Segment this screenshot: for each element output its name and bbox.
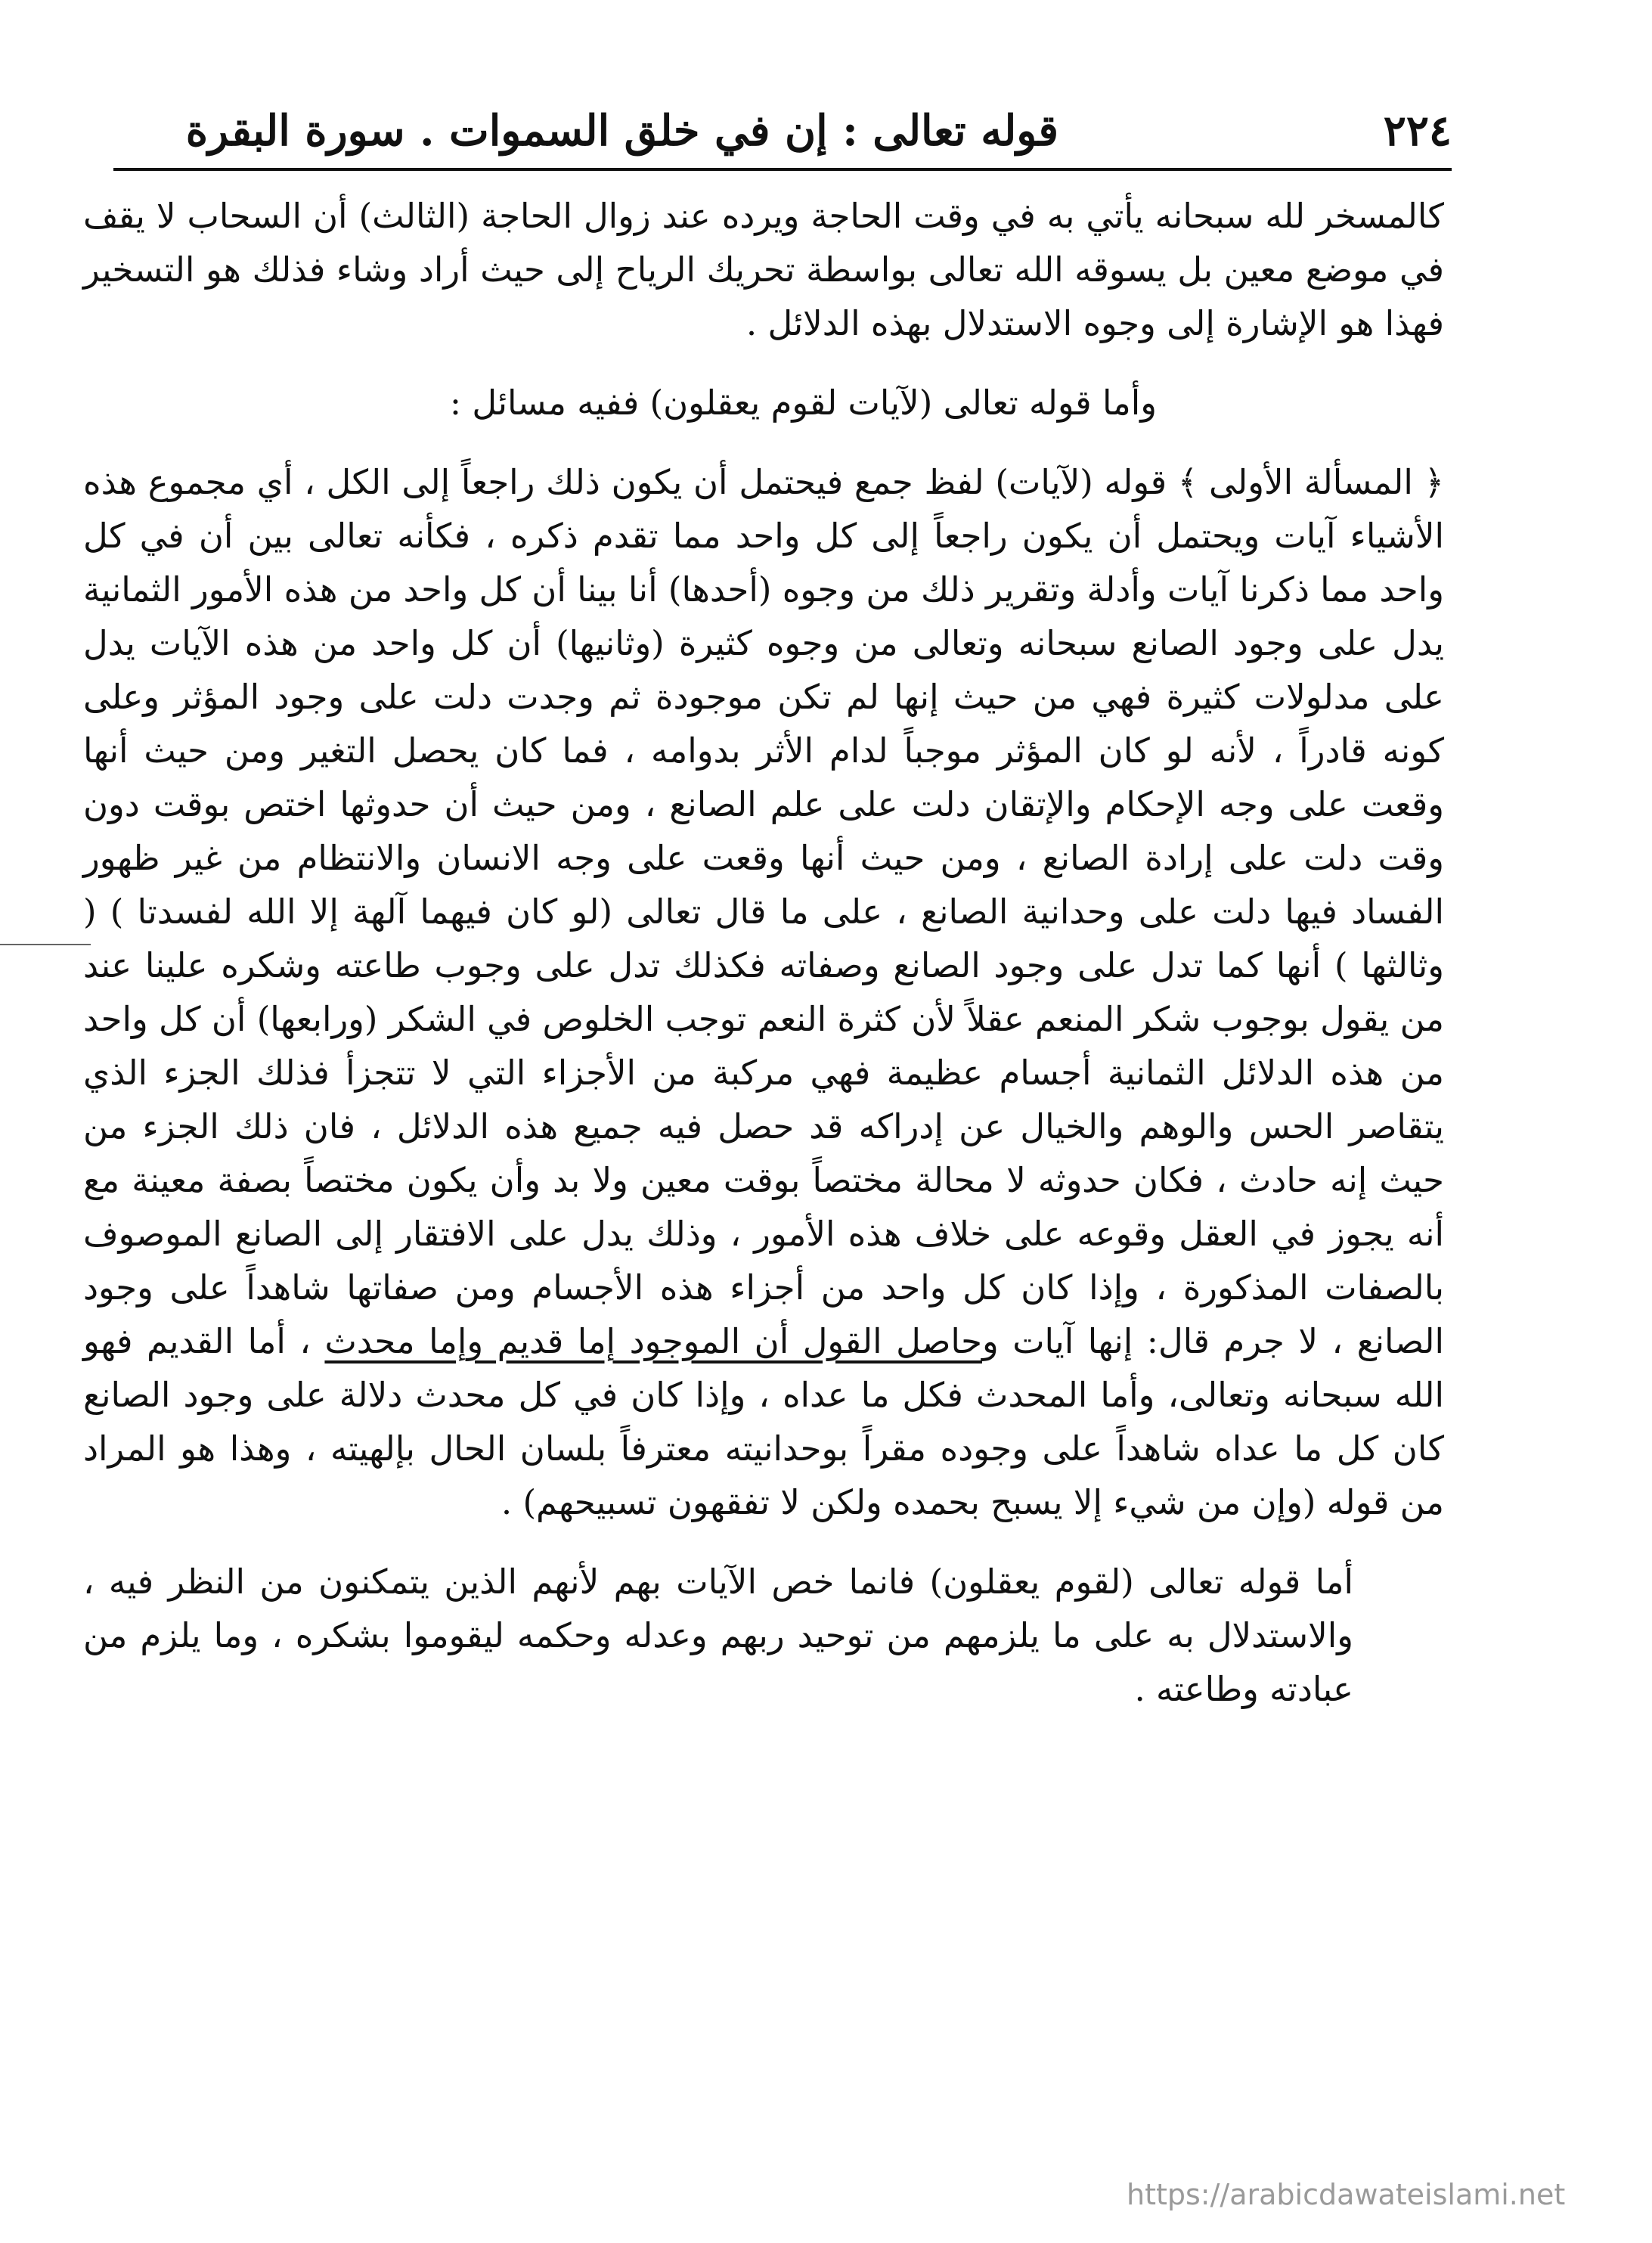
header-rule — [113, 168, 1452, 171]
watermark: https://arabicdawateislami.net — [1127, 2178, 1566, 2211]
paragraph-text: ، أما القديم فهو الله سبحانه وتعالى، وأما المحدث فكل ما عداه ، وإذا كان في كل محدث دلالة على وجود الصانع كان كل ما عداه شاهداً على وجوده مقراً بوحدانيته معترفاً بلسان الحال بإلهيته ، وهذا هو المراد من قوله (وإن من شيء إلا يسبح بحمده ولكن لا تفقهون تسبيحهم) . — [83, 1321, 1444, 1522]
margin-mark — [0, 944, 91, 945]
paragraph: كالمسخر لله سبحانه يأتي به في وقت الحاجة ويرده عند زوال الحاجة (الثالث) أن السحاب لا يقف في موضع معين بل يسوقه الله تعالى بواسطة تحريك الرياح إلى حيث أراد وشاء فذلك هو التسخير فهذا هو الإشارة إلى وجوه الاستدلال بهذه الدلائل . — [83, 196, 1444, 343]
paragraph — [83, 455, 1444, 1529]
underlined-text: حاصل القول أن الموجود إما قديم وإما محدث — [324, 1321, 982, 1361]
paragraph: وأما قوله تعالى (لآيات لقوم يعقلون) ففيه مسائل : — [449, 383, 1157, 423]
paragraph-text: ﴿ المسألة الأولى ﴾ قوله (لآيات) لفظ جمع فيحتمل أن يكون ذلك راجعاً إلى الكل ، أي مجموع هذه الأشياء آيات ويحتمل أن يكون راجعاً إلى كل واحد مما تقدم ذكره ، فكأنه تعالى بين أن في كل واحد مما ذكرنا آيات وأدلة وتقرير ذلك من وجوه (أحدها) أنا بينا أن كل واحد من هذه الأمور الثمانية يدل على وجود الصانع سبحانه وتعالى من وجوه كثيرة (وثانيها) أن كل واحد من هذه الآيات يدل على مدلولات كثيرة فهي من حيث إنها لم تكن موجودة ثم وجدت دلت على وجود المؤثر وعلى كونه قادراً ، لأنه لو كان المؤثر موجباً لدام الأثر بدوامه ، فما كان يحصل التغير ومن حيث أنها وقعت على وجه الإحكام والإتقان دلت على علم الصانع ، ومن حيث أن حدوثها اختص بوقت دون وقت دلت على إرادة الصانع ، ومن حيث أنها وقعت على وجه الانسان والانتظام من غير ظهور الفساد فيها دلت على وحدانية الصانع ، على ما قال تعالى (لو كان فيهما آلهة إلا الله لفسدتا ) ( وثالثها ) أنها كما تدل على وجود الصانع وصفاته فكذلك تدل على وجوب طاعته وشكره علينا عند من يقول بوجوب شكر المنعم عقلاً لأن كثرة النعم توجب الخلوص في الشكر (ورابعها) أن كل واحد من هذه الدلائل الثمانية أجسام عظيمة فهي مركبة من الأجزاء التي لا تتجزأ فذلك الجزء الذي يتقاصر الحس والوهم والخيال عن إدراكه قد حصل فيه جميع هذه الدلائل ، فان ذلك الجزء من حيث إنه حادث ، فكان حدوثه لا محالة مختصاً بوقت معين ولا بد وأن يكون مختصاً بصفة معينة مع أنه يجوز في العقل وقوعه على خلاف هذه الأمور ، وذلك يدل على الافتقار إلى الصانع الموصوف بالصفات المذكورة ، وإذا كان كل واحد من أجزاء هذه الأجسام ومن صفاتها شاهداً على وجود الصانع ، لا جرم قال: إنها آيات و — [83, 462, 1444, 1361]
running-title: قوله تعالى : إن في خلق السموات . سورة البقرة — [185, 106, 1058, 156]
paragraph: أما قوله تعالى (لقوم يعقلون) فانما خص الآيات بهم لأنهم الذين يتمكنون من النظر فيه ، والاستدلال به على ما يلزمهم من توحيد ربهم وعدله وحكمه ليقوموا بشكره ، وما يلزم من عبادته وطاعته . — [83, 1562, 1353, 1709]
page-number: ٢٢٤ — [1383, 106, 1452, 156]
page-body — [83, 189, 1444, 1716]
page-header — [113, 106, 1452, 166]
